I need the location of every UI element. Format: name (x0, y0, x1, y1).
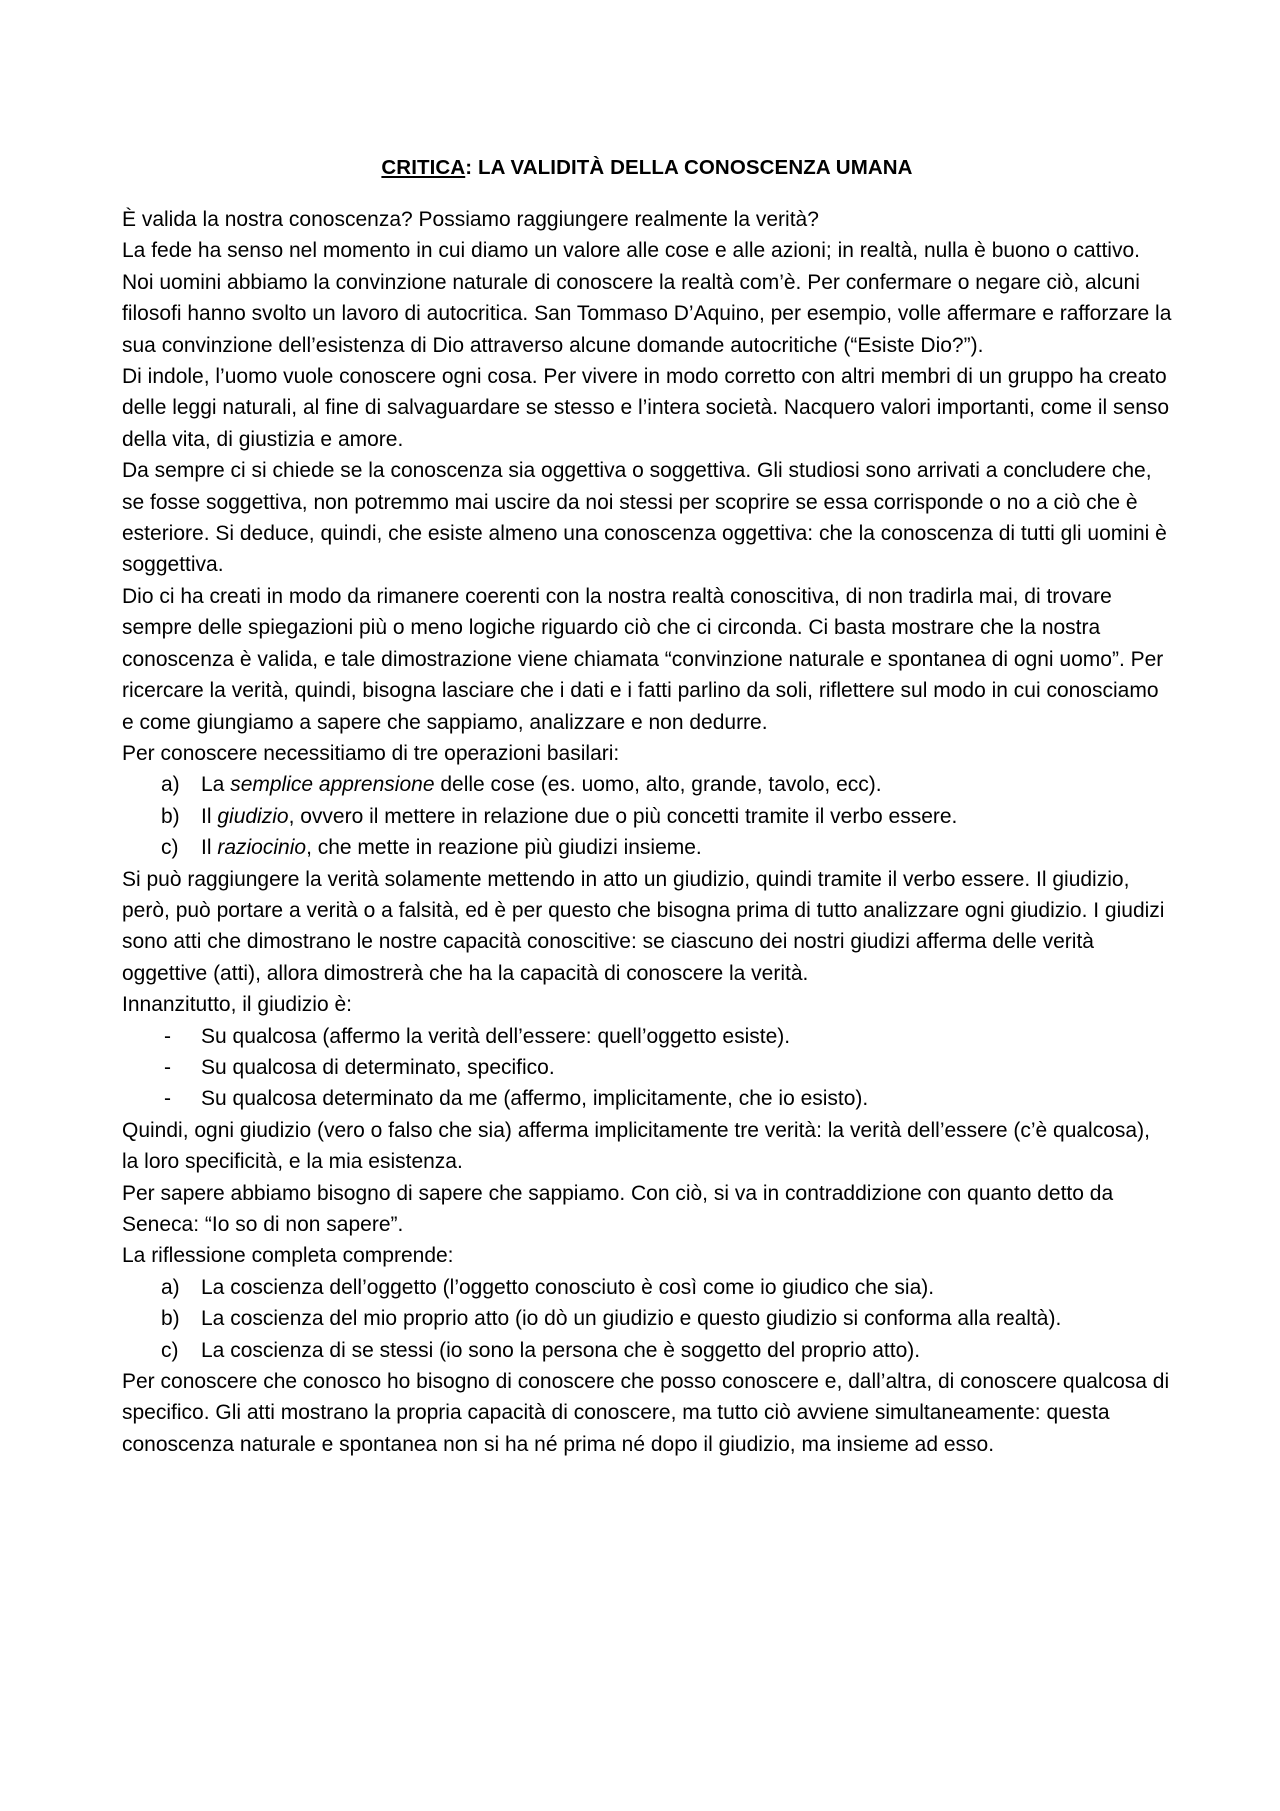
list-item (122, 1083, 1172, 1114)
list-marker: a) (161, 1275, 180, 1299)
list-marker: - (164, 1087, 171, 1111)
list-marker: c) (161, 836, 179, 860)
list-item (122, 832, 1172, 863)
list-marker: - (164, 1055, 171, 1079)
paragraph: Per conoscere che conosco ho bisogno di conoscere che posso conoscere e, dall’altra, di conoscere qualcosa di specifico. Gli atti mostrano la propria capacità di conoscere, ma tutto ciò avviene simultaneamente: questa conoscenza naturale e spontanea non si ha né prima né dopo il giudizio, ma insieme ad esso. (122, 1370, 1170, 1456)
item-text: Su qualcosa (affermo la verità dell’essere: quell’oggetto esiste). (201, 1024, 791, 1048)
list-marker: b) (161, 1307, 180, 1331)
title-underlined: CRITICA (381, 156, 466, 179)
paragraph: Da sempre ci si chiede se la conoscenza sia oggettiva o soggettiva. Gli studiosi sono arrivati a concludere che, se fosse soggettiva, non potremmo mai uscire da noi stessi per scoprire se essa corrisponde o no a ciò che è esteriore. Si deduce, quindi, che esiste almeno una conoscenza oggettiva: che la conoscenza di tutti gli uomini è soggettiva. (122, 459, 1167, 577)
list-item (122, 1052, 1172, 1083)
paragraph: Per conoscere necessitiamo di tre operazioni basilari: (122, 741, 620, 765)
paragraph: Noi uomini abbiamo la convinzione naturale di conoscere la realtà com’è. Per confermare o negare ciò, alcuni filosofi hanno svolto un lavoro di autocritica. San Tommaso D’Aquino, per esempio, volle affermare e rafforzare la sua convinzione dell’esistenza di Dio attraverso alcune domande autocritiche (“Esiste Dio?”). (122, 270, 1172, 357)
item-text: La (201, 773, 231, 797)
title-rest: : LA VALIDITÀ DELLA CONOSCENZA UMANA (465, 156, 913, 179)
item-text: , ovvero il mettere in relazione due o più concetti tramite il verbo essere. (288, 804, 958, 828)
paragraph: Di indole, l’uomo vuole conoscere ogni cosa. Per vivere in modo corretto con altri membri di un gruppo ha creato delle leggi naturali, al fine di salvaguardare se stesso e l’intera società. Nacquero valori importanti, come il senso della vita, di giustizia e amore. (122, 365, 1170, 451)
item-emphasis: giudizio (217, 804, 289, 828)
operations-list (122, 769, 1172, 863)
document-body (122, 152, 1172, 1460)
list-item (122, 1021, 1172, 1052)
item-text: Il (201, 836, 218, 860)
reflection-list (122, 1272, 1172, 1366)
list-item (122, 1272, 1172, 1303)
list-item (122, 1303, 1172, 1334)
document-title (122, 152, 1172, 184)
paragraph: Dio ci ha creati in modo da rimanere coerenti con la nostra realtà conoscitiva, di non tradirla mai, di trovare sempre delle spiegazioni più o meno logiche riguardo ciò che ci circonda. Ci basta mostrare che la nostra conoscenza è valida, e tale dimostrazione viene chiamata “convinzione naturale e spontanea di ogni uomo”. Per ricercare la verità, quindi, bisogna lasciare che i dati e i fatti parlino da soli, riflettere sul modo in cui conosciamo e come giungiamo a sapere che sappiamo, analizzare e non dedurre. (122, 584, 1164, 734)
list-item (122, 1335, 1172, 1366)
paragraph: Quindi, ogni giudizio (vero o falso che sia) afferma implicitamente tre verità: la verità dell’essere (c’è qualcosa), la loro specificità, e la mia esistenza. (122, 1118, 1150, 1174)
paragraph: Innanzitutto, il giudizio è: (122, 993, 352, 1017)
item-emphasis: semplice apprensione (230, 773, 435, 797)
paragraph: È valida la nostra conoscenza? Possiamo raggiungere realmente la verità? (122, 208, 819, 231)
paragraph: Per sapere abbiamo bisogno di sapere che sappiamo. Con ciò, si va in contraddizione con quanto detto da Seneca: “Io so di non sapere”. (122, 1181, 1114, 1236)
list-marker: b) (161, 804, 180, 828)
item-emphasis: raziocinio (217, 836, 307, 860)
list-item (122, 801, 1172, 832)
paragraph: La riflessione completa comprende: (122, 1244, 454, 1268)
item-text: Su qualcosa di determinato, specifico. (201, 1055, 555, 1079)
paragraph: Si può raggiungere la verità solamente mettendo in atto un giudizio, quindi tramite il verbo essere. Il giudizio, però, può portare a verità o a falsità, ed è per questo che bisogna prima di tutto analizzare ogni giudizio. I giudizi sono atti che dimostrano le nostre capacità conoscitive: se ciascuno dei nostri giudizi afferma delle verità oggettive (atti), allora dimostrerà che ha la capacità di conoscere la verità. (122, 867, 1165, 985)
item-text: Su qualcosa determinato da me (affermo, implicitamente, che io esisto). (201, 1087, 869, 1111)
list-marker: - (164, 1024, 171, 1048)
item-text: Il (201, 804, 218, 828)
list-marker: a) (161, 773, 180, 797)
judgment-list (122, 1021, 1172, 1115)
item-text: , che mette in reazione più giudizi insieme. (306, 836, 702, 860)
item-text: La coscienza del mio proprio atto (io dò un giudizio e questo giudizio si conforma alla realtà). (201, 1307, 1062, 1331)
item-text: La coscienza dell’oggetto (l’oggetto conosciuto è così come io giudico che sia). (201, 1275, 935, 1299)
list-item (122, 769, 1172, 800)
list-marker: c) (161, 1338, 179, 1362)
item-text: La coscienza di se stessi (io sono la persona che è soggetto del proprio atto). (201, 1338, 921, 1362)
item-text: delle cose (es. uomo, alto, grande, tavolo, ecc). (434, 773, 882, 797)
paragraph: La fede ha senso nel momento in cui diamo un valore alle cose e alle azioni; in realtà, nulla è buono o cattivo. (122, 239, 1140, 263)
